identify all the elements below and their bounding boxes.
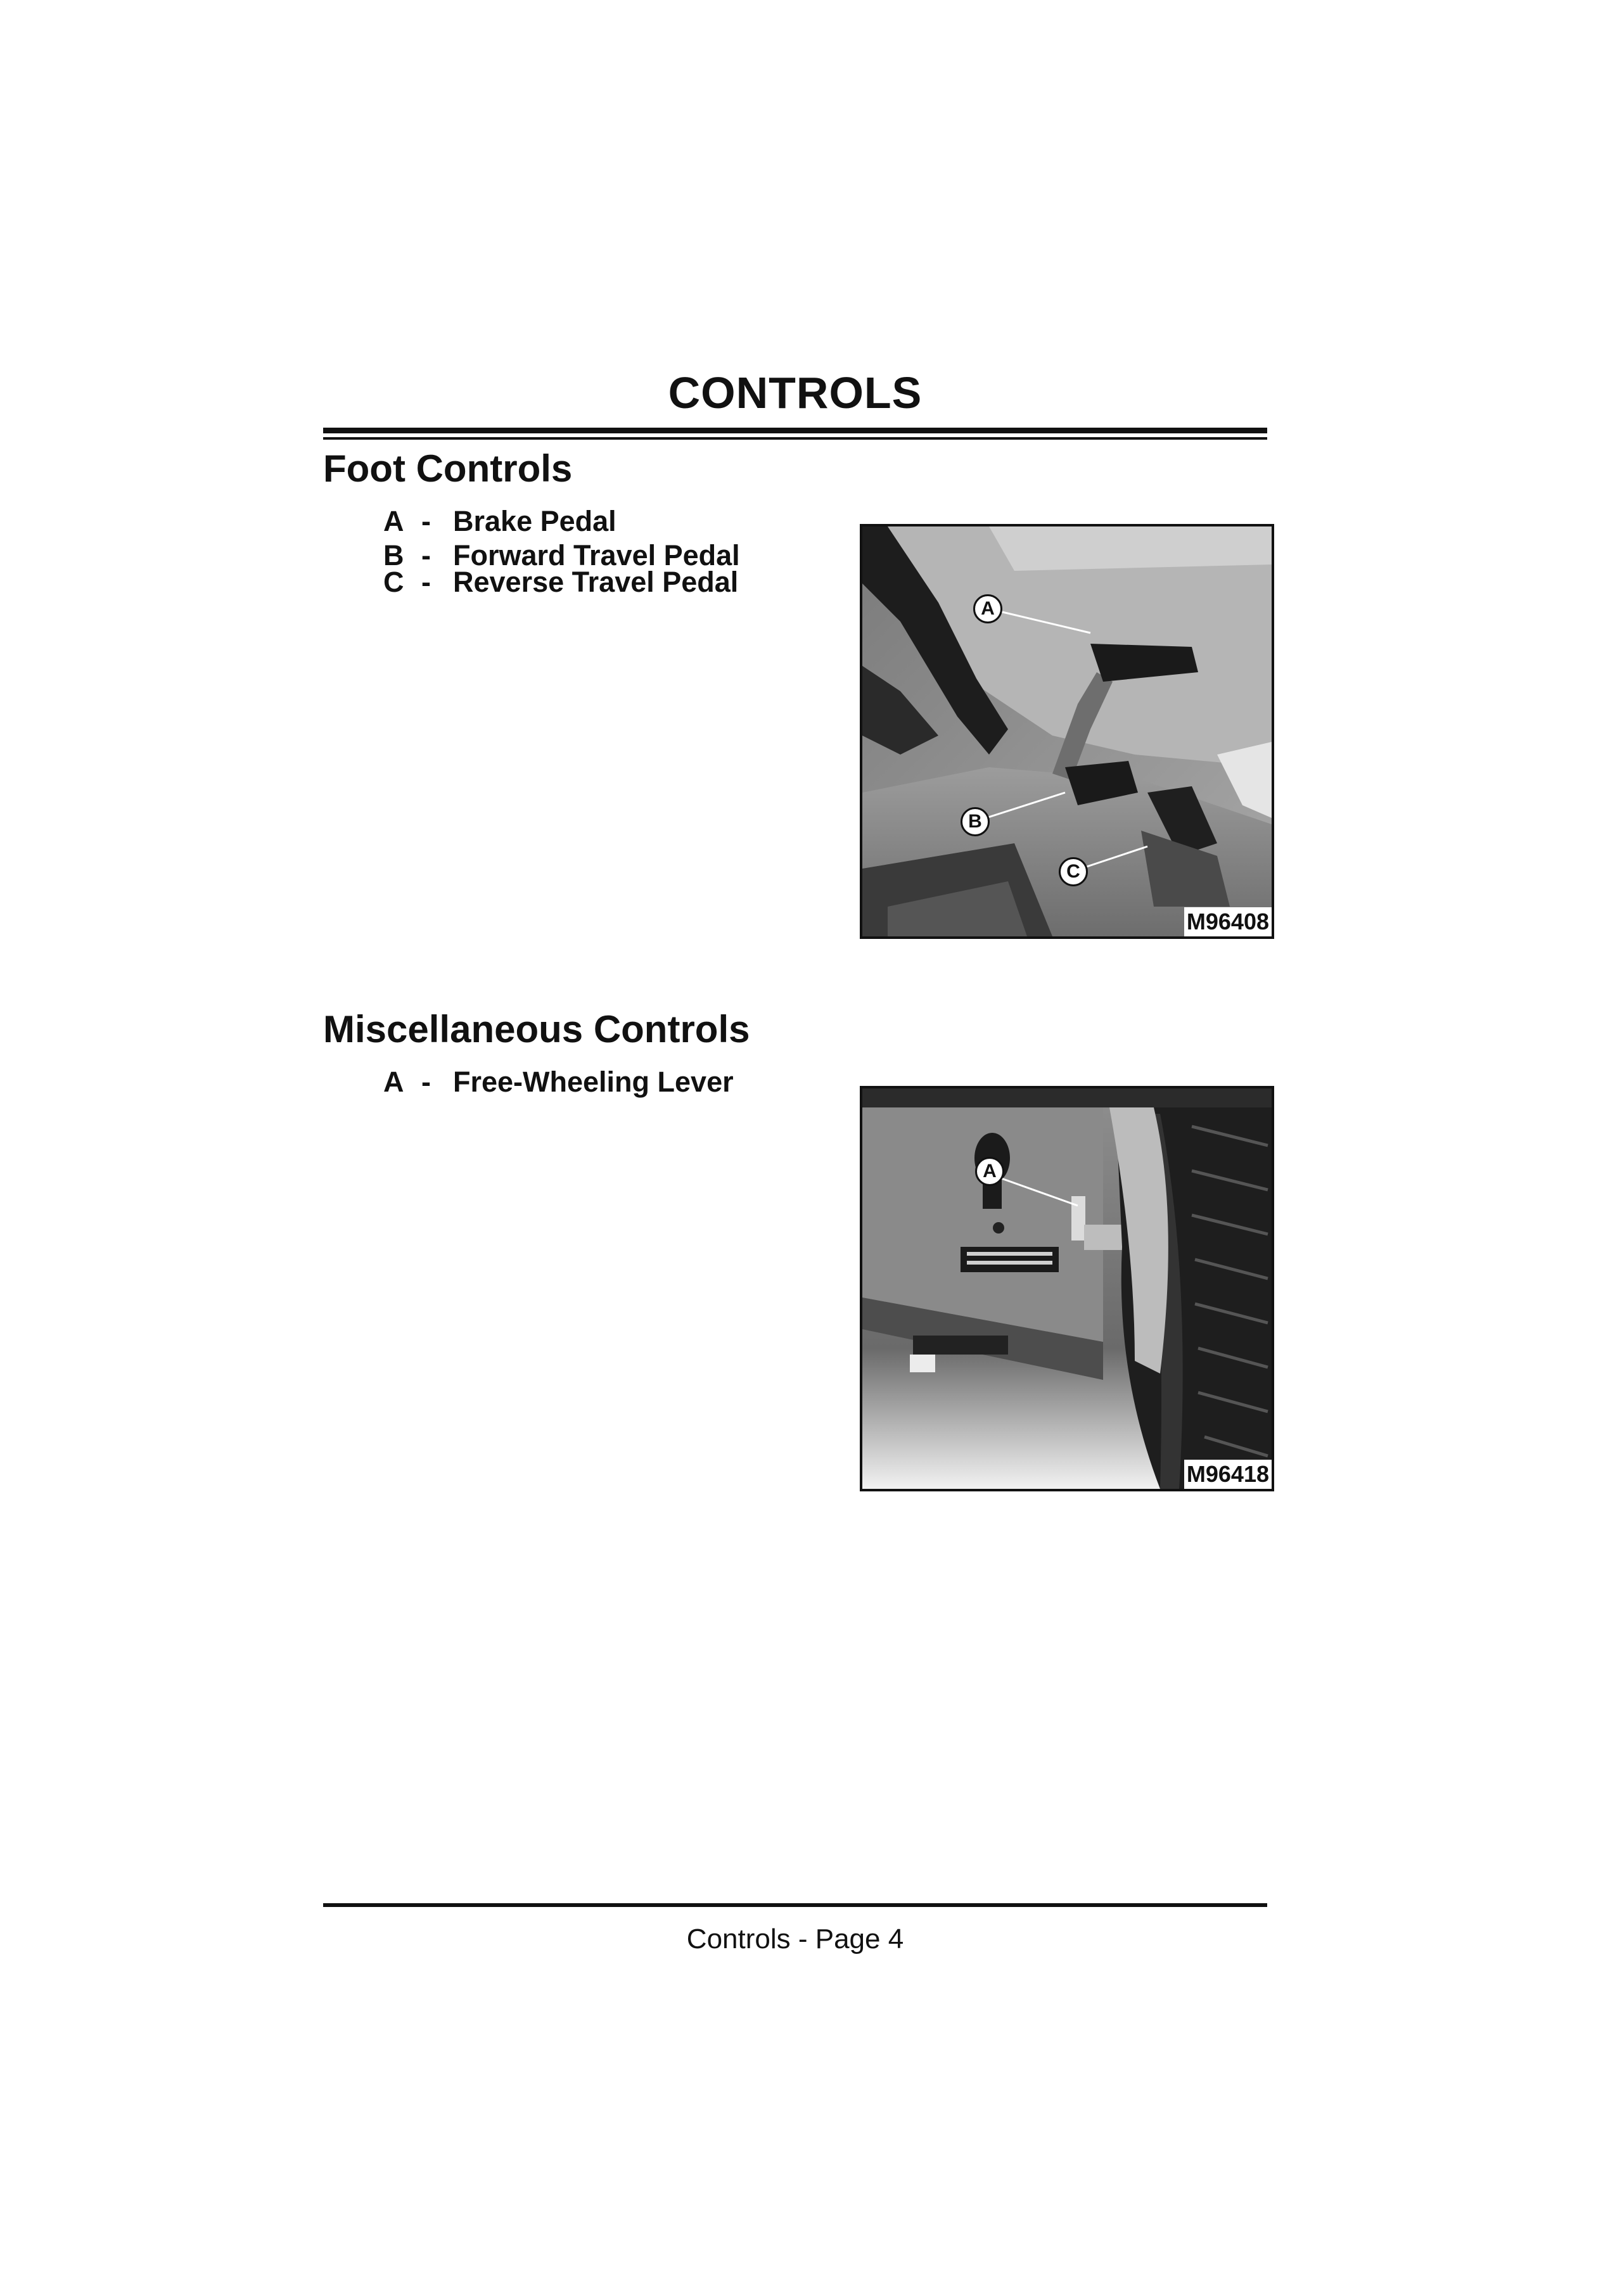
section-title-foot-controls: Foot Controls <box>323 447 573 490</box>
callout-b: B <box>961 807 990 836</box>
legend-key: A <box>383 1066 404 1098</box>
legend-item-reverse-travel-pedal <box>383 568 738 596</box>
legend-key: B <box>383 539 404 571</box>
page-number: Controls - Page 4 <box>686 1923 904 1955</box>
legend-separator: - <box>421 505 431 537</box>
legend-label: Free-Wheeling Lever <box>453 1066 734 1098</box>
header-rule-thick <box>323 428 1267 433</box>
foot-controls-photo <box>860 524 1274 939</box>
figure-code: M96408 <box>1184 907 1272 936</box>
legend-label: Reverse Travel Pedal <box>453 566 739 598</box>
legend-key: A <box>383 505 404 537</box>
free-wheeling-lever-illustration <box>862 1088 1272 1489</box>
header-rule-thin <box>323 437 1267 440</box>
legend-item-free-wheeling-lever <box>383 1068 734 1096</box>
legend-label: Forward Travel Pedal <box>453 539 740 571</box>
page-title: CONTROLS <box>668 368 923 418</box>
legend-item-brake-pedal <box>383 507 616 535</box>
legend-separator: - <box>421 566 431 598</box>
legend-separator: - <box>421 539 431 571</box>
legend-label: Brake Pedal <box>453 505 616 537</box>
callout-a: A <box>975 1157 1004 1186</box>
misc-controls-photo <box>860 1086 1274 1491</box>
figure-code: M96418 <box>1184 1460 1272 1489</box>
legend-separator: - <box>421 1066 431 1098</box>
section-title-miscellaneous-controls: Miscellaneous Controls <box>323 1008 750 1050</box>
footer-rule <box>323 1903 1267 1907</box>
callout-c: C <box>1059 857 1088 886</box>
callout-a: A <box>973 594 1002 623</box>
legend-key: C <box>383 566 404 598</box>
